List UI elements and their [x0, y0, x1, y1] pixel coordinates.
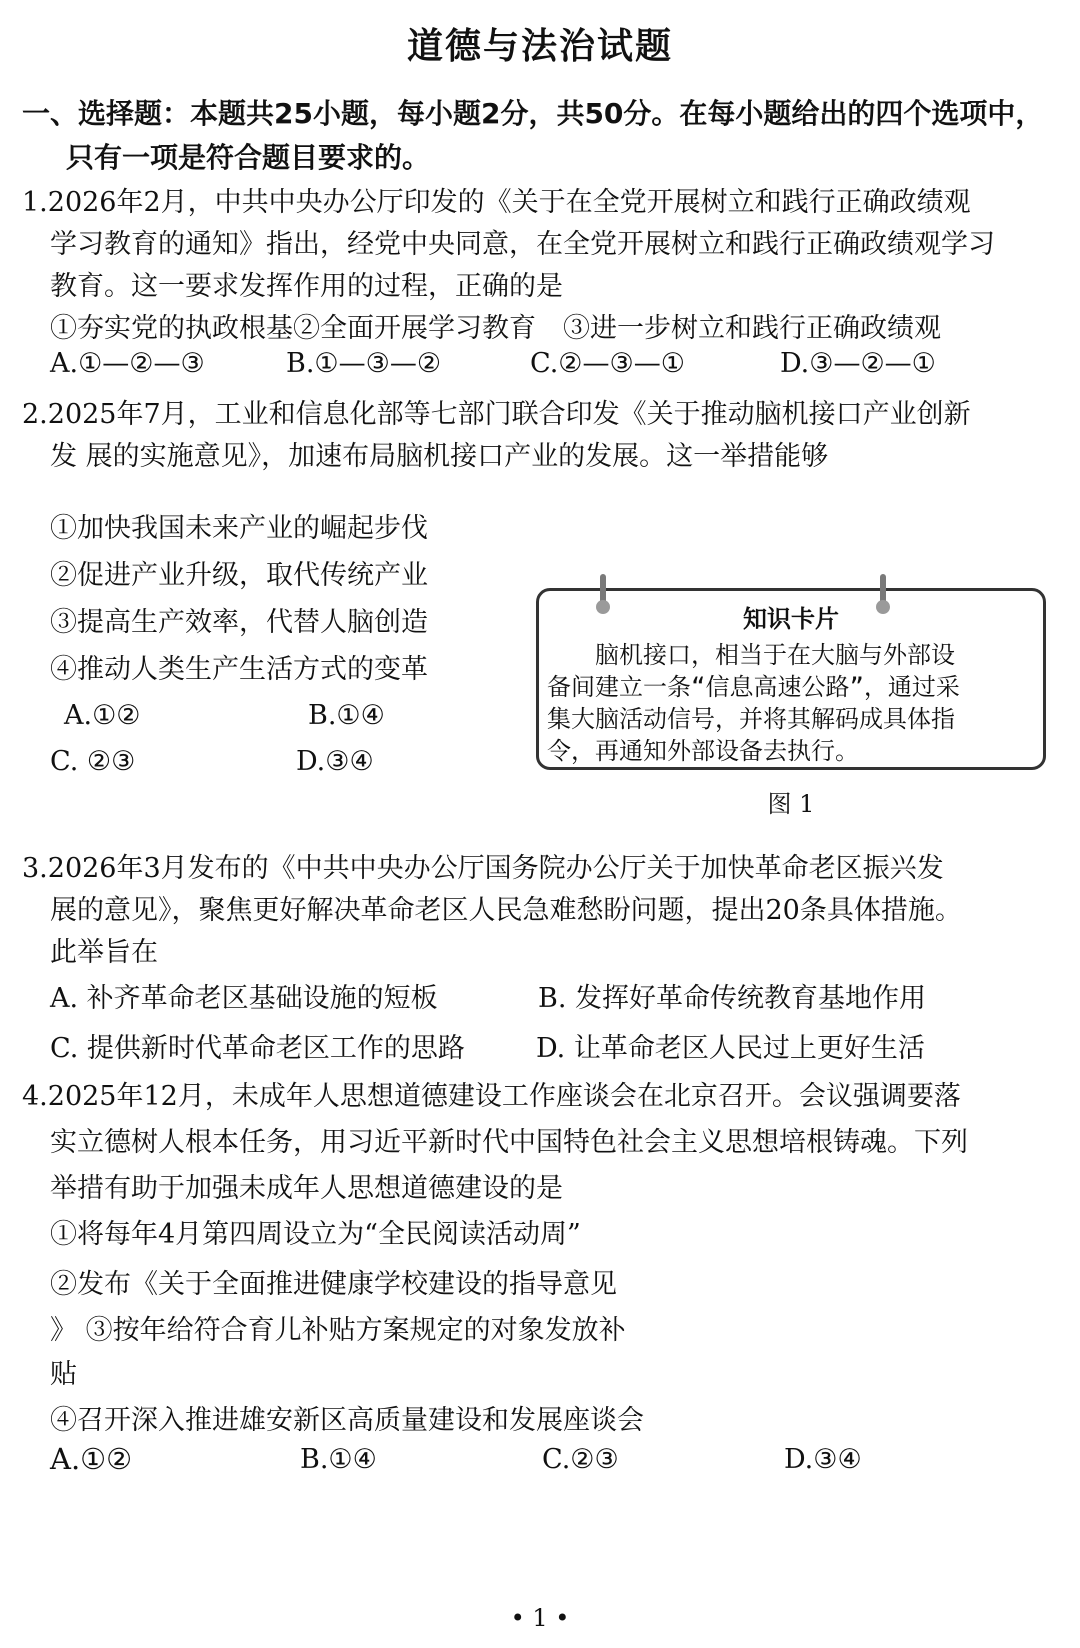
- q2-option-c[interactable]: C. ②③: [50, 746, 136, 777]
- q1-stem-line2: 学习教育的通知》指出，经党中央同意，在全党开展树立和践行正确政绩观学习: [50, 229, 995, 260]
- q4-option-c[interactable]: C.②③: [542, 1444, 619, 1475]
- q3-option-c[interactable]: C. 提供新时代革命老区工作的思路: [50, 1033, 465, 1064]
- binder-ring-icon: [596, 574, 610, 616]
- page-number: • 1 •: [510, 1604, 570, 1632]
- q2-option-a[interactable]: A.①②: [64, 700, 141, 731]
- q2-option-d[interactable]: D.③④: [296, 746, 374, 777]
- q3-stem-line1: 3.2026年3月发布的《中共中央办公厅国务院办公厅关于加快革命老区振兴发: [22, 853, 944, 884]
- knowledge-card-line: 脑机接口，相当于在大脑与外部设: [547, 641, 955, 669]
- knowledge-card-title: 知识卡片: [743, 605, 839, 633]
- q4-stem-line2: 实立德树人根本任务，用习近平新时代中国特色社会主义思想培根铸魂。下列: [50, 1127, 968, 1158]
- q1-option-d[interactable]: D.③—②—①: [780, 348, 936, 379]
- q2-item-4: ④推动人类生产生活方式的变革: [50, 654, 428, 685]
- q4-stem-line3: 举措有助于加强未成年人思想道德建设的是: [50, 1173, 563, 1204]
- q4-option-d[interactable]: D.③④: [784, 1444, 862, 1475]
- q4-item-3-cont: 贴: [50, 1359, 77, 1390]
- q2-item-1: ①加快我国未来产业的崛起步伐: [50, 513, 428, 544]
- q2-item-3: ③提高生产效率，代替人脑创造: [50, 607, 428, 638]
- binder-ring-icon: [876, 574, 890, 616]
- page-title: 道德与法治试题: [406, 26, 673, 67]
- q3-option-a[interactable]: A. 补齐革命老区基础设施的短板: [50, 983, 438, 1014]
- q3-option-b[interactable]: B. 发挥好革命传统教育基地作用: [538, 983, 927, 1014]
- section-heading-line2: 只有一项是符合题目要求的。: [66, 141, 431, 174]
- q3-stem-line3: 此举旨在: [50, 937, 158, 968]
- q4-item-2: ②发布《关于全面推进健康学校建设的指导意见: [50, 1269, 617, 1300]
- q1-option-b[interactable]: B.①—③—②: [286, 348, 442, 379]
- q4-option-a[interactable]: A.①②: [50, 1442, 133, 1476]
- q1-items: ①夯实党的执政根基②全面开展学习教育 ③进一步树立和践行正确政绩观: [50, 313, 941, 344]
- q3-option-d[interactable]: D. 让革命老区人民过上更好生活: [536, 1033, 925, 1064]
- q2-stem-line1: 2.2025年7月，工业和信息化部等七部门联合印发《关于推动脑机接口产业创新: [22, 399, 971, 430]
- knowledge-card-line: 备间建立一条“信息高速公路”，通过采: [547, 673, 960, 701]
- q1-stem-line3: 教育。这一要求发挥作用的过程，正确的是: [50, 271, 563, 302]
- q1-option-c[interactable]: C.②—③—①: [530, 348, 685, 379]
- q3-stem-line2: 展的意见》，聚焦更好解决革命老区人民急难愁盼问题，提出20条具体措施。: [50, 895, 962, 926]
- knowledge-card-line: 集大脑活动信号，并将其解码成具体指: [547, 705, 955, 733]
- figure-caption: 图 1: [767, 790, 815, 818]
- knowledge-card-line: 令，再通知外部设备去执行。: [547, 737, 859, 765]
- section-heading-line1: 一、选择题：本题共25小题，每小题2分，共50分。在每小题给出的四个选项中，: [22, 97, 1044, 130]
- q4-item-2-cont: 》 ③按年给符合育儿补贴方案规定的对象发放补: [50, 1315, 626, 1346]
- q4-stem-line1: 4.2025年12月，未成年人思想道德建设工作座谈会在北京召开。会议强调要落: [22, 1081, 961, 1112]
- q2-stem-line2: 发 展的实施意见》，加速布局脑机接口产业的发展。这一举措能够: [50, 441, 829, 472]
- knowledge-card: [536, 574, 1048, 780]
- q2-option-b[interactable]: B.①④: [308, 700, 385, 731]
- q1-stem-line1: 1.2026年2月，中共中央办公厅印发的《关于在全党开展树立和践行正确政绩观: [22, 187, 971, 218]
- q4-item-1: ①将每年4月第四周设立为“全民阅读活动周”: [50, 1219, 581, 1250]
- q2-item-2: ②促进产业升级，取代传统产业: [50, 560, 428, 591]
- q4-option-b[interactable]: B.①④: [300, 1444, 377, 1475]
- q1-option-a[interactable]: A.①—②—③: [50, 348, 205, 379]
- q4-item-4: ④召开深入推进雄安新区高质量建设和发展座谈会: [50, 1405, 644, 1436]
- knowledge-card-frame: [536, 588, 1046, 770]
